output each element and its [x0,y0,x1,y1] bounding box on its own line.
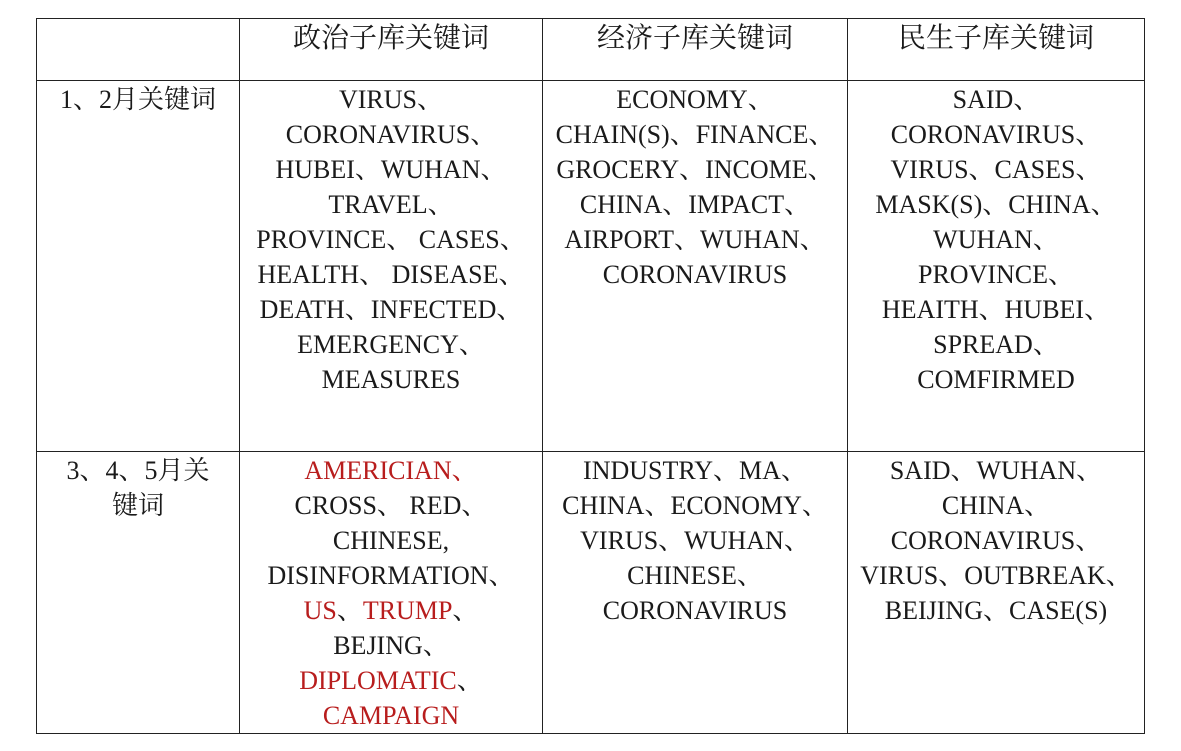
keyword-text: CHINESE、 [627,560,763,590]
keyword-highlighted: CAMPAIGN [322,700,460,730]
keyword-cell-politics [240,81,543,452]
keyword-text: SAID、 [952,85,1040,115]
keyword-text: AIRPORT、WUHAN、 [564,225,826,255]
period-label-line: 键词 [111,490,164,520]
keyword-text: CHINA、 [941,490,1051,520]
keyword-text: VIRUS、 [338,85,443,115]
keyword-list [543,452,847,628]
keyword-text: CORONAVIRUS [602,595,788,625]
keyword-text: 、 [452,595,479,625]
keyword-cell-livelihood [848,81,1145,452]
period-label [37,452,239,523]
keyword-cell-livelihood [848,451,1145,733]
keyword-line [848,488,1144,523]
keyword-text: TRAVEL、 [328,190,454,220]
table-row [37,451,1145,733]
header-economy: 经济子库关键词 [543,19,848,81]
keyword-line [848,523,1144,558]
keyword-table [36,18,1145,734]
keyword-list [543,81,847,292]
keyword-cell-politics [240,451,543,733]
keyword-text: HUBEI、WUHAN、 [275,155,507,185]
keyword-line [240,523,542,558]
period-label-line: 3、4、5月关 [66,455,210,485]
keyword-text: MEASURES [321,365,461,395]
keyword-line [240,327,542,362]
keyword-text: DISINFORMATION、 [267,560,515,590]
keyword-line [848,257,1144,292]
keyword-line [240,187,542,222]
keyword-list [240,452,542,733]
keyword-line [240,698,542,733]
keyword-text: SPREAD、 [933,330,1059,360]
keyword-line [848,327,1144,362]
period-label-cell [37,451,240,733]
keyword-text: EMERGENCY、 [297,330,485,360]
keyword-line [240,222,542,257]
keyword-line [848,117,1144,152]
keyword-text: CORONAVIRUS [602,260,788,290]
keyword-line [543,558,847,593]
keyword-text: PROVINCE、 [917,260,1074,290]
keyword-text: BEJING、 [333,630,449,660]
keyword-line [848,82,1144,117]
keyword-line [240,488,542,523]
keyword-highlighted: US [303,595,337,625]
keyword-line [240,117,542,152]
keyword-text: HEALTH、 DISEASE、 [257,260,525,290]
keyword-line [848,292,1144,327]
keyword-text: HEAITH、HUBEI、 [881,295,1111,325]
period-label-line: 1、2月关键词 [59,85,216,115]
keyword-text: VIRUS、CASES、 [890,155,1102,185]
header-corner-cell [37,19,240,81]
keyword-highlighted: AMERICIAN、 [304,455,478,485]
keyword-line [543,222,847,257]
keyword-text: CHINA、ECONOMY、 [562,490,828,520]
keyword-line [543,117,847,152]
period-label-cell [37,81,240,452]
keyword-text: INDUSTRY、MA、 [583,455,807,485]
header-politics: 政治子库关键词 [240,19,543,81]
keyword-line [848,362,1144,397]
keyword-text: CHINESE, [332,525,450,555]
keyword-text: CORONAVIRUS、 [890,120,1102,150]
keyword-text: GROCERY、INCOME、 [556,155,834,185]
keyword-line [848,152,1144,187]
keyword-text: CROSS、 RED、 [294,490,488,520]
keyword-line [543,82,847,117]
keyword-text: COMFIRMED [917,365,1075,395]
keyword-text: ECONOMY、 [616,85,774,115]
keyword-line [848,453,1144,488]
keyword-text: 、 [336,595,363,625]
keyword-line [240,628,542,663]
keyword-text: DEATH、INFECTED、 [259,295,523,325]
keyword-text: CHAIN(S)、FINANCE、 [555,120,835,150]
keyword-text: CORONAVIRUS、 [890,525,1102,555]
keyword-line [543,152,847,187]
keyword-list [240,81,542,397]
keyword-line [543,453,847,488]
keyword-text: CHINA、IMPACT、 [579,190,811,220]
table-header-row [37,19,1145,81]
keyword-text: WUHAN、 [933,225,1059,255]
keyword-line [240,558,542,593]
keyword-line [543,523,847,558]
header-livelihood: 民生子库关键词 [848,19,1145,81]
keyword-line [240,362,542,397]
keyword-list [848,81,1144,397]
keyword-line [848,222,1144,257]
keyword-line [240,257,542,292]
keyword-cell-economy [543,81,848,452]
keyword-text: VIRUS、WUHAN、 [580,525,810,555]
keyword-line [240,292,542,327]
keyword-line [240,663,542,698]
keyword-highlighted: DIPLOMATIC [299,665,457,695]
keyword-text: 、 [456,665,483,695]
keyword-list [848,452,1144,628]
keyword-line [543,593,847,628]
keyword-text: SAID、WUHAN、 [889,455,1103,485]
keyword-text: MASK(S)、CHINA、 [875,190,1117,220]
keyword-highlighted: TRUMP [362,595,453,625]
keyword-line [848,187,1144,222]
period-label [37,81,239,117]
keyword-line [543,488,847,523]
keyword-text: BEIJING、CASE(S) [884,595,1108,625]
keyword-text: PROVINCE、 CASES、 [256,225,526,255]
keyword-line [848,558,1144,593]
keyword-text: CORONAVIRUS、 [285,120,497,150]
keyword-line [240,593,542,628]
keyword-line [543,187,847,222]
keyword-cell-economy [543,451,848,733]
keyword-line [240,453,542,488]
keyword-text: VIRUS、OUTBREAK、 [860,560,1132,590]
keyword-line [543,257,847,292]
keyword-line [240,152,542,187]
table-row [37,81,1145,452]
keyword-line [240,82,542,117]
keyword-line [848,593,1144,628]
